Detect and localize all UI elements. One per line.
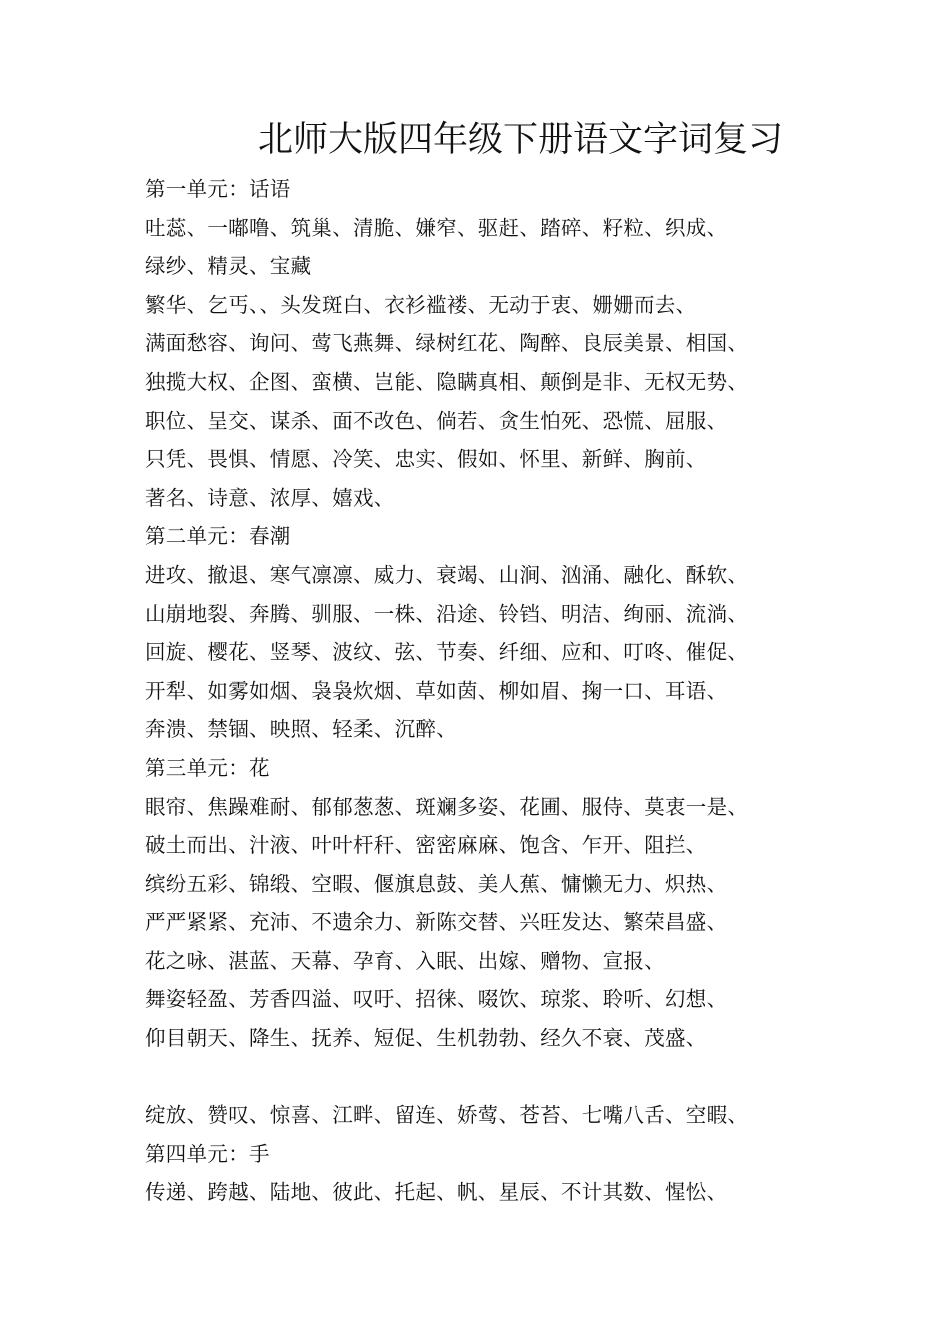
word-line: 花之咏、湛蓝、天幕、孕育、入眠、出嫁、赠物、宣报、 <box>145 948 665 973</box>
word-line: 繁华、乞丐、、头发斑白、衣衫褴褛、无动于衷、姗姗而去、 <box>145 292 697 317</box>
word-line: 绿纱、精灵、宝藏 <box>145 254 312 279</box>
word-line: 山崩地裂、奔腾、驯服、一株、沿途、铃铛、明洁、绚丽、流淌、 <box>145 601 749 626</box>
word-line: 职位、呈交、谋杀、面不改色、倘若、贪生怕死、恐慌、屈服、 <box>145 408 728 433</box>
word-line: 传递、跨越、陆地、彼此、托起、帆、星辰、不计其数、惺忪、 <box>145 1180 728 1205</box>
blank-line <box>145 1058 825 1097</box>
word-line: 破土而出、汁液、叶叶杆秆、密密麻麻、饱含、乍开、阻拦、 <box>145 833 707 858</box>
word-line: 眼帘、焦躁难耐、郁郁葱葱、斑斓多姿、花圃、服侍、莫衷一是、 <box>145 794 749 819</box>
word-line: 进攻、撤退、寒气凛凛、威力、衰竭、山涧、汹涌、融化、酥软、 <box>145 562 749 587</box>
word-line: 开犁、如雾如烟、袅袅炊烟、草如茵、柳如眉、掬一口、耳语、 <box>145 678 728 703</box>
word-line: 著名、诗意、浓厚、嬉戏、 <box>145 485 395 510</box>
word-line: 奔溃、禁锢、映照、轻柔、沉醉、 <box>145 717 457 742</box>
unit-heading: 第二单元：春潮 <box>145 524 291 549</box>
word-line: 仰目朝天、降生、抚养、短促、生机勃勃、经久不衰、茂盛、 <box>145 1026 707 1051</box>
word-line: 独揽大权、企图、蛮横、岂能、隐瞒真相、颠倒是非、无权无势、 <box>145 369 749 394</box>
unit-heading: 第四单元：手 <box>145 1141 270 1166</box>
word-line: 回旋、樱花、竖琴、波纹、弦、节奏、纤细、应和、叮咚、催促、 <box>145 640 749 665</box>
document-body <box>145 170 825 1212</box>
document-title: 北师大版四年级下册语文字词复习 <box>258 120 784 160</box>
word-line: 绽放、赞叹、惊喜、江畔、留连、娇莺、苍苔、七嘴八舌、空暇、 <box>145 1103 749 1128</box>
word-line: 缤纷五彩、锦缎、空暇、偃旗息鼓、美人蕉、慵懒无力、炽热、 <box>145 871 728 896</box>
word-line: 严严紧紧、充沛、不遗余力、新陈交替、兴旺发达、繁荣昌盛、 <box>145 910 728 935</box>
unit-heading: 第三单元：花 <box>145 755 270 780</box>
word-line: 满面愁容、询问、莺飞燕舞、绿树红花、陶醉、良辰美景、相国、 <box>145 331 749 356</box>
word-line: 舞姿轻盈、芳香四溢、叹吁、招徕、啜饮、琼浆、聆听、幻想、 <box>145 987 728 1012</box>
unit-heading: 第一单元：话语 <box>145 177 291 201</box>
word-line: 吐蕊、一嘟噜、筑巢、清脆、嫌窄、驱赶、踏碎、籽粒、织成、 <box>145 215 728 240</box>
word-line: 只凭、畏惧、情愿、冷笑、忠实、假如、怀里、新鲜、胸前、 <box>145 447 707 472</box>
